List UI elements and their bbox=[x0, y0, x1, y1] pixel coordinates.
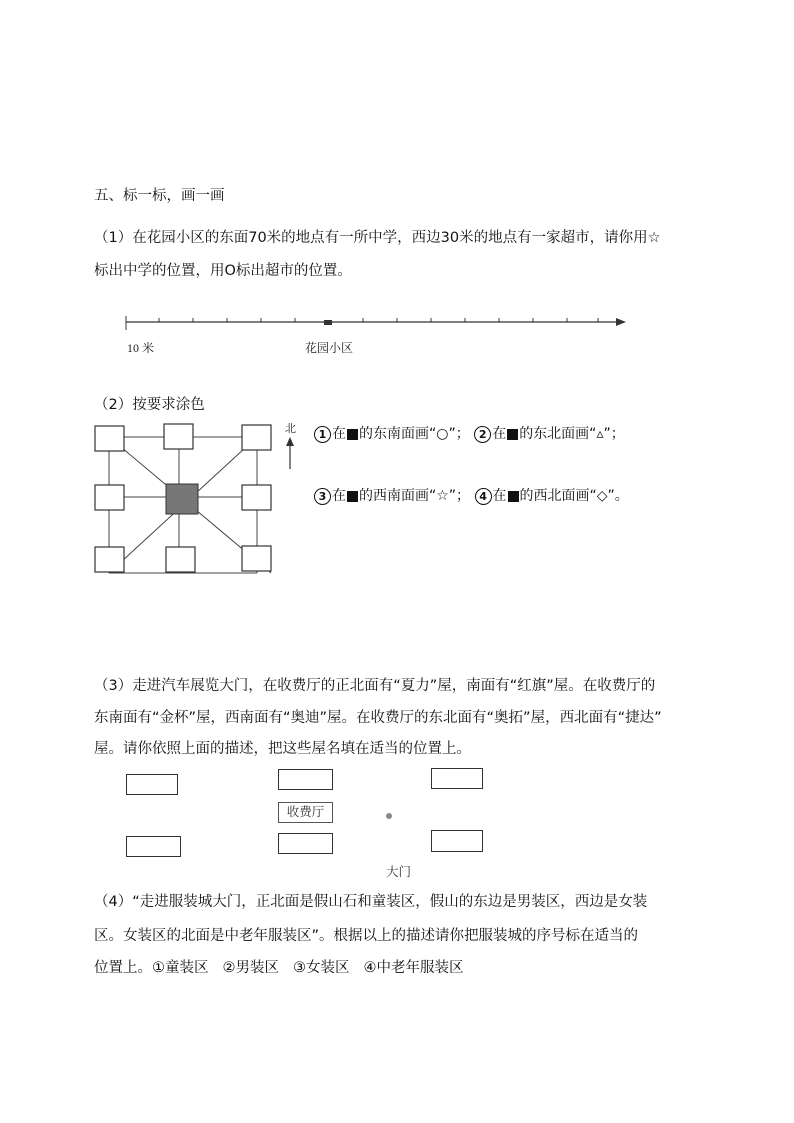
garden-community-marker bbox=[324, 320, 332, 325]
number-line-arrow bbox=[616, 318, 626, 326]
box-east bbox=[242, 485, 271, 510]
house-box-northwest[interactable] bbox=[126, 774, 178, 795]
circled-number-3: 3 bbox=[314, 488, 331, 505]
filled-square-icon bbox=[508, 491, 519, 502]
house-box-southwest[interactable] bbox=[126, 836, 181, 857]
number-line-ticks bbox=[126, 316, 598, 330]
option-womens-area: ③女装区 bbox=[293, 960, 350, 976]
option-kids-area: ①童装区 bbox=[152, 960, 209, 976]
instruction-text: 的东南面画“○”； bbox=[359, 426, 470, 442]
garden-community-label: 花园小区 bbox=[305, 341, 354, 355]
box-northwest bbox=[95, 426, 124, 451]
box-southwest bbox=[95, 547, 124, 572]
toll-booth-label: 收费厅 bbox=[278, 802, 333, 823]
question-1-text-line-1: （1）在花园小区的东面70米的地点有一所中学，西边30米的地点有一家超市，请你用☆ bbox=[94, 230, 661, 246]
filled-square-icon bbox=[347, 491, 358, 502]
instruction-text: 在 bbox=[492, 488, 507, 504]
instruction-text: 在 bbox=[332, 488, 346, 504]
box-north bbox=[164, 424, 193, 449]
circled-number-4: 4 bbox=[475, 488, 492, 505]
gate-label: 大门 bbox=[386, 865, 412, 879]
question-2-title: （2）按要求涂色 bbox=[94, 397, 205, 413]
options-prefix: 位置上。 bbox=[94, 960, 152, 976]
house-box-north[interactable] bbox=[278, 769, 333, 790]
instruction-line-2 bbox=[314, 485, 629, 505]
position-dot bbox=[386, 813, 392, 819]
box-west bbox=[95, 485, 124, 510]
question-4-text-line-2: 区。女装区的北面是中老年服装区”。根据以上的描述请你把服装城的序号标在适当的 bbox=[94, 928, 639, 944]
question-3-text-line-3: 屋。请你依照上面的描述，把这些屋名填在适当的位置上。 bbox=[94, 741, 471, 757]
house-box-south[interactable] bbox=[278, 833, 333, 854]
instruction-line-1 bbox=[314, 423, 625, 443]
filled-square-icon bbox=[507, 429, 518, 440]
house-box-northeast[interactable] bbox=[431, 768, 483, 789]
box-south bbox=[166, 547, 195, 572]
section-title: 五、标一标，画一画 bbox=[94, 188, 225, 204]
north-arrow-head bbox=[286, 437, 294, 446]
option-mens-area: ②男装区 bbox=[222, 960, 279, 976]
north-label: 北 bbox=[285, 423, 296, 435]
question-1-text-line-2: 标出中学的位置，用O标出超市的位置。 bbox=[94, 263, 352, 279]
box-northeast bbox=[242, 425, 271, 450]
house-box-southeast[interactable] bbox=[431, 830, 483, 852]
instruction-text: 在 bbox=[332, 426, 346, 442]
instruction-text: 的东北面画“▵”； bbox=[519, 426, 625, 442]
instruction-text: 的西南面画“☆”； bbox=[359, 488, 471, 504]
question-4-text-line-1: （4）“走进服装城大门，正北面是假山石和童装区，假山的东边是男装区，西边是女装 bbox=[94, 894, 648, 910]
circled-number-2: 2 bbox=[474, 426, 491, 443]
scale-label: 10 米 bbox=[127, 341, 155, 355]
center-filled-square bbox=[166, 484, 198, 514]
circled-number-1: 1 bbox=[314, 426, 331, 443]
question-4-text-line-3 bbox=[94, 956, 478, 977]
box-southeast bbox=[242, 546, 271, 571]
question-3-text-line-2: 东南面有“金杯”屋，西南面有“奥迪”屋。在收费厅的东北面有“奥拓”屋，西北面有“捷达” bbox=[94, 710, 662, 726]
instruction-text: 的西北面画“◇”。 bbox=[519, 488, 629, 504]
option-seniors-area: ④中老年服装区 bbox=[363, 960, 464, 976]
instruction-text: 在 bbox=[492, 426, 507, 442]
filled-square-icon bbox=[347, 429, 358, 440]
question-3-text-line-1: （3）走进汽车展览大门，在收费厅的正北面有“夏力”屋，南面有“红旗”屋。在收费厅的 bbox=[94, 678, 656, 694]
